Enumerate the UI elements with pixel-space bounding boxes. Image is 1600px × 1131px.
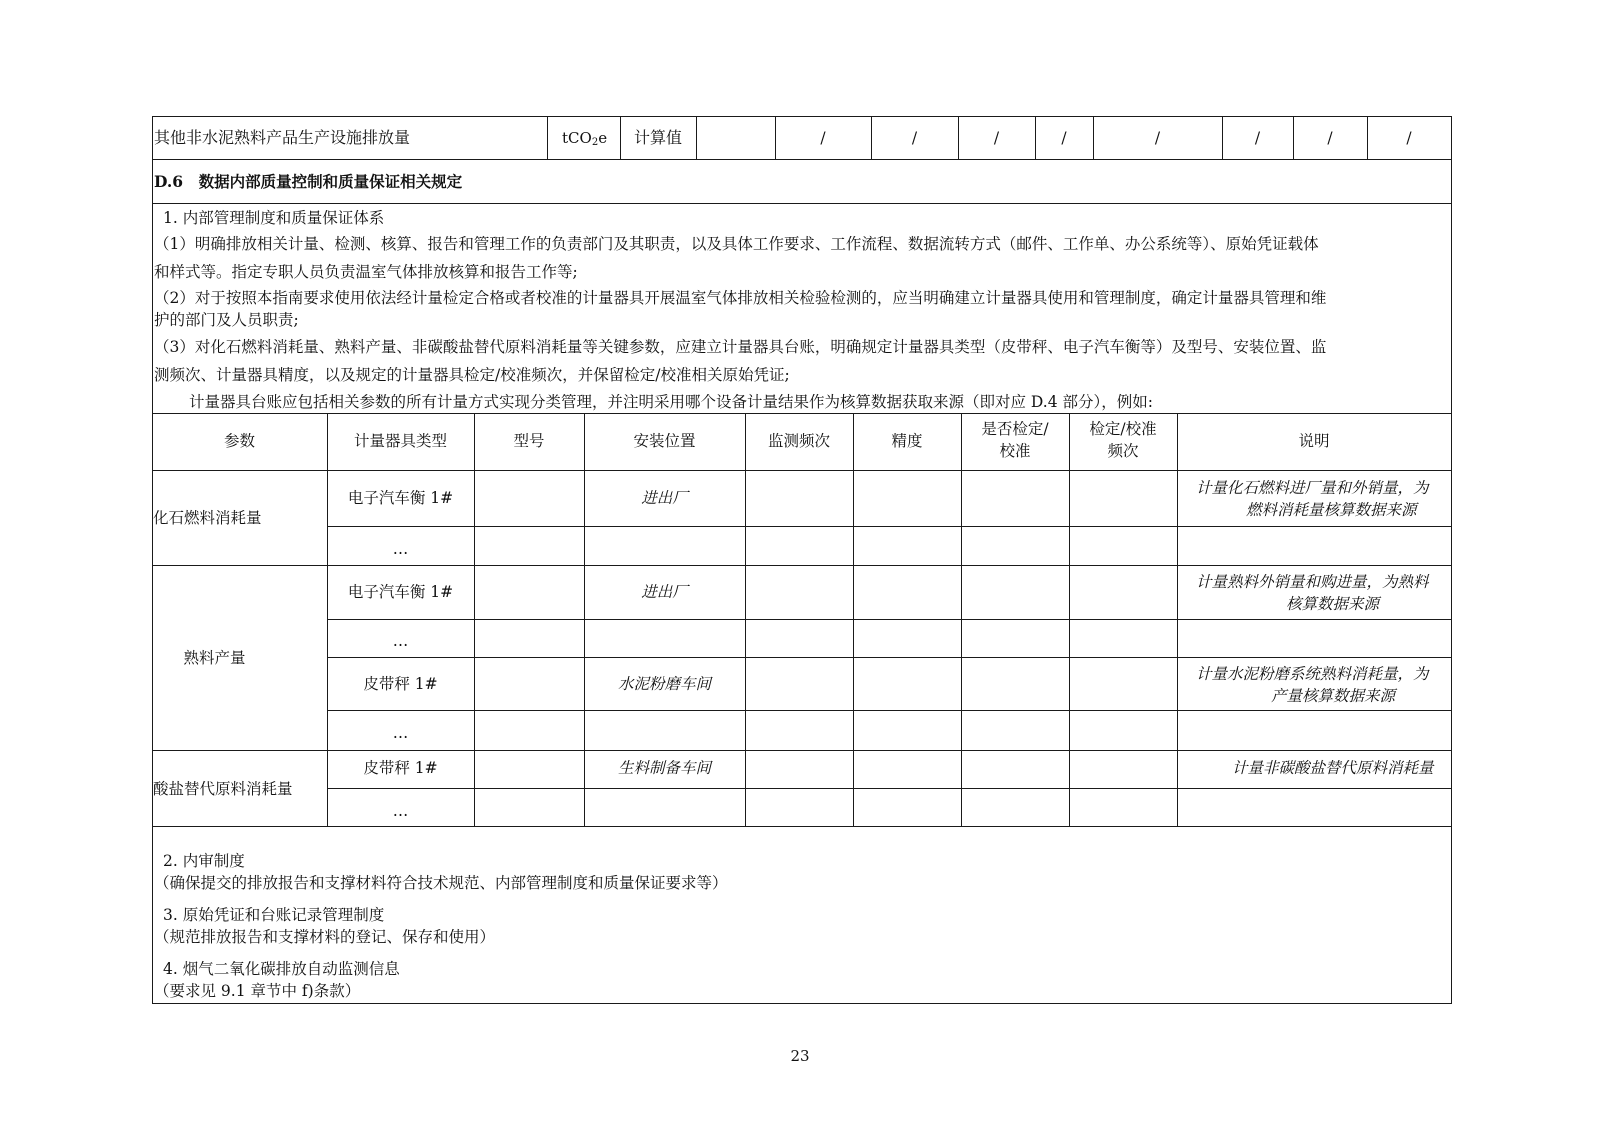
col-header-vfreq: 检定/校准	[1089, 420, 1157, 438]
part1-para2: （2）对于按照本指南要求使用依法经计量检定合格或者校准的计量器具开展温室气体排放相关检验检测的，应当明确建立计量器具使用和管理制度，确定计量器具管理和维	[154, 289, 1327, 307]
part1-heading: 1. 内部管理制度和质量保证体系	[163, 209, 385, 227]
group-fuel: 化石燃料消耗量	[153, 509, 262, 527]
col-header-model: 型号	[513, 432, 545, 450]
group-clinker: 熟料产量	[183, 649, 246, 667]
part1-para2-cont: 护的部门及人员职责;	[154, 311, 299, 329]
unit-label: tCO$_2$e	[562, 129, 608, 148]
part1-para4: 计量器具台账应包括相关参数的所有计量方式实现分类管理，并注明采用哪个设备计量结果作为核算数据获取来源（即对应 D.4 部分），例如:	[189, 393, 1153, 411]
slash-cell: /	[911, 129, 918, 147]
meter-type: 皮带秤 1#	[363, 675, 438, 693]
part3-heading: 3. 原始凭证和台账记录管理制度	[163, 906, 385, 924]
slash-cell: /	[820, 129, 826, 147]
row-label: 其他非水泥熟料产品生产设施排放量	[154, 128, 411, 147]
slash-cell: /	[1406, 129, 1412, 147]
source-label: 计算值	[633, 128, 682, 147]
slash-cell: /	[1061, 129, 1067, 147]
meter-location: 进出厂	[641, 489, 688, 507]
part1-para1-cont: 和样式等。指定专职人员负责温室气体排放核算和报告工作等;	[154, 263, 578, 281]
part2-body: （确保提交的排放报告和支撑材料符合技术规范、内部管理制度和质量保证要求等）	[154, 874, 728, 892]
slash-cell: /	[1254, 129, 1261, 147]
meter-type: 皮带秤 1#	[363, 759, 438, 777]
col-header-type: 计量器具类型	[353, 432, 447, 450]
meter-type: 电子汽车衡 1#	[347, 489, 454, 507]
meter-note: 计量化石燃料进厂量和外销量，为	[1196, 479, 1429, 497]
slash-cell: /	[1327, 129, 1333, 147]
part3-body: （规范排放报告和支撑材料的登记、保存和使用）	[154, 928, 496, 946]
meter-note-2: 核算数据来源	[1286, 595, 1380, 613]
meter-location: 进出厂	[641, 583, 688, 601]
table-row-ellipsis: …	[392, 724, 409, 742]
col-header-precision: 精度	[891, 432, 923, 450]
col-header-location: 安装位置	[633, 432, 696, 450]
table-row-ellipsis: …	[392, 802, 409, 820]
part1-para3-cont: 测频次、计量器具精度，以及规定的计量器具检定/校准频次，并保留检定/校准相关原始凭证;	[154, 366, 790, 384]
group-raw: 酸盐替代原料消耗量	[153, 780, 293, 798]
part4-body: （要求见 9.1 章节中 f)条款）	[154, 982, 361, 1000]
col-header-verified: 是否检定/	[981, 420, 1049, 438]
col-header-freq: 监测频次	[767, 432, 830, 450]
part1-para1: （1）明确排放相关计量、检测、核算、报告和管理工作的负责部门及其职责，以及具体工作要求、工作流程、数据流转方式（邮件、工作单、办公系统等）、原始凭证载体	[154, 235, 1319, 253]
col-header-verified-2: 校准	[999, 442, 1031, 460]
slash-cell: /	[1154, 129, 1161, 147]
section-title: D.6 数据内部质量控制和质量保证相关规定	[154, 172, 463, 191]
meter-location: 水泥粉磨车间	[617, 675, 711, 693]
slash-cell: /	[993, 129, 1000, 147]
col-header-note: 说明	[1298, 432, 1330, 450]
meter-type: 电子汽车衡 1#	[347, 583, 454, 601]
page-number: 23	[790, 1047, 810, 1065]
meter-note: 计量熟料外销量和购进量，为熟料	[1196, 573, 1429, 591]
meter-note: 计量非碳酸盐替代原料消耗量	[1232, 759, 1434, 777]
meter-location: 生料制备车间	[617, 759, 711, 777]
meter-note-2: 燃料消耗量核算数据来源	[1246, 501, 1417, 519]
part1-para3: （3）对化石燃料消耗量、熟料产量、非碳酸盐替代原料消耗量等关键参数，应建立计量器具台账，明确规定计量器具类型（皮带秤、电子汽车衡等）及型号、安装位置、监	[154, 338, 1327, 356]
table-row-ellipsis: …	[392, 632, 409, 650]
meter-note: 计量水泥粉磨系统熟料消耗量，为	[1196, 665, 1429, 683]
col-header-vfreq-2: 频次	[1107, 442, 1139, 460]
col-header-param: 参数	[223, 432, 255, 450]
part2-heading: 2. 内审制度	[163, 852, 245, 870]
part4-heading: 4. 烟气二氧化碳排放自动监测信息	[163, 960, 400, 978]
meter-note-2: 产量核算数据来源	[1271, 687, 1396, 705]
table-row-ellipsis: …	[392, 540, 409, 558]
